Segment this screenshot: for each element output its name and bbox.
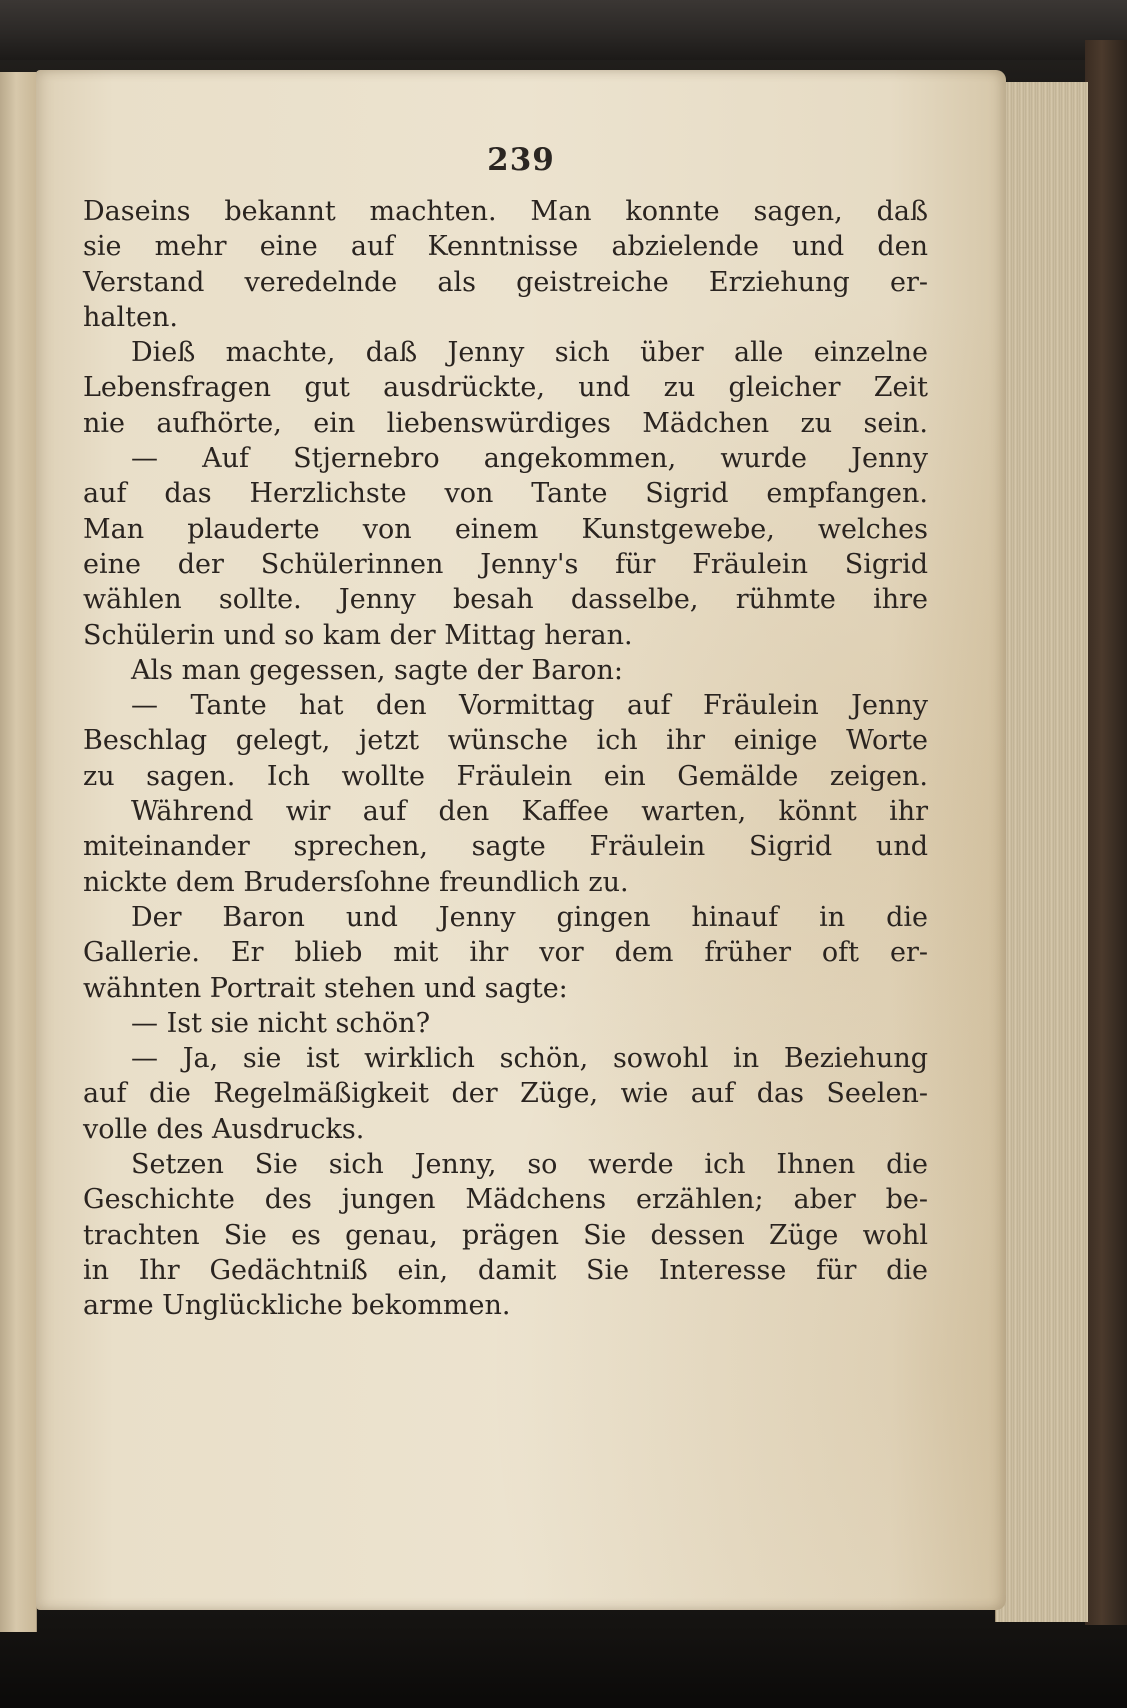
text-line: auf das Herzlichste von Tante Sigrid empfangen. xyxy=(83,478,928,510)
text-line: zu sagen. Ich wollte Fräulein ein Gemälde zeigen. xyxy=(83,760,928,792)
book-cover-right xyxy=(1085,40,1127,1640)
left-page-edge xyxy=(0,72,37,1632)
text-line: nie aufhörte, ein liebenswürdiges Mädchen zu sein. xyxy=(83,407,928,439)
text-line: Während wir auf den Kaffee warten, könnt ihr xyxy=(131,796,928,828)
text-line: Der Baron und Jenny gingen hinauf in die xyxy=(131,901,928,933)
text-line: — Ja, sie ist wirklich schön, sowohl in Beziehung xyxy=(131,1043,928,1075)
text-line: — Tante hat den Vormittag auf Fräulein Jenny xyxy=(131,690,928,722)
text-line: nickte dem Brudersſohne freundlich zu. xyxy=(83,866,629,898)
text-line: auf die Regelmäßigkeit der Züge, wie auf das Seelen- xyxy=(83,1078,928,1110)
text-line: — Auf Stjernebro angekommen, wurde Jenny xyxy=(131,443,928,475)
text-line: Geschichte des jungen Mädchens erzählen; aber be- xyxy=(83,1184,928,1216)
text-line: Verstand veredelnde als geistreiche Erziehung er- xyxy=(83,266,928,298)
text-line: wählen sollte. Jenny besah dasselbe, rühmte ihre xyxy=(83,584,928,616)
text-line: sie mehr eine auf Kenntnisse abzielende und den xyxy=(83,231,928,263)
page-text xyxy=(83,194,928,1324)
text-line: Lebensfragen gut ausdrückte, und zu gleicher Zeit xyxy=(83,372,928,404)
text-line: volle des Ausdrucks. xyxy=(83,1113,365,1145)
text-line: Als man gegessen, sagte der Baron: xyxy=(131,654,623,686)
text-line: Schülerin und so kam der Mittag heran. xyxy=(83,619,633,651)
book-cover-top xyxy=(0,0,1127,60)
text-line: Daseins bekannt machten. Man konnte sagen, daß xyxy=(83,196,928,227)
text-line: Gallerie. Er blieb mit ihr vor dem früher oft er- xyxy=(83,937,928,969)
text-line: in Ihr Gedächtniß ein, damit Sie Interesse für die xyxy=(83,1254,928,1286)
text-line: Setzen Sie sich Jenny, so werde ich Ihnen die xyxy=(131,1149,928,1181)
book-page xyxy=(36,70,1006,1610)
text-line: miteinander sprechen, sagte Fräulein Sigrid und xyxy=(83,831,928,863)
text-line: Man plauderte von einem Kunstgewebe, welches xyxy=(83,513,928,545)
text-line: wähnten Portrait stehen und sagte: xyxy=(83,972,568,1004)
text-line: Beschlag gelegt, jetzt wünsche ich ihr einige Worte xyxy=(83,725,928,757)
book-cover-bottom xyxy=(0,1625,1127,1708)
text-line: — Ist sie nicht schön? xyxy=(131,1007,431,1039)
page-stack-edges xyxy=(995,82,1088,1622)
text-line: trachten Sie es genau, prägen Sie dessen Züge wohl xyxy=(83,1219,928,1251)
text-line: arme Unglückliche bekommen. xyxy=(83,1290,511,1322)
text-line: Dieß machte, daß Jenny sich über alle einzelne xyxy=(131,337,928,369)
page-number: 239 xyxy=(487,142,555,178)
text-line: halten. xyxy=(83,301,178,333)
text-line: eine der Schülerinnen Jenny's für Fräulein Sigrid xyxy=(83,548,928,580)
